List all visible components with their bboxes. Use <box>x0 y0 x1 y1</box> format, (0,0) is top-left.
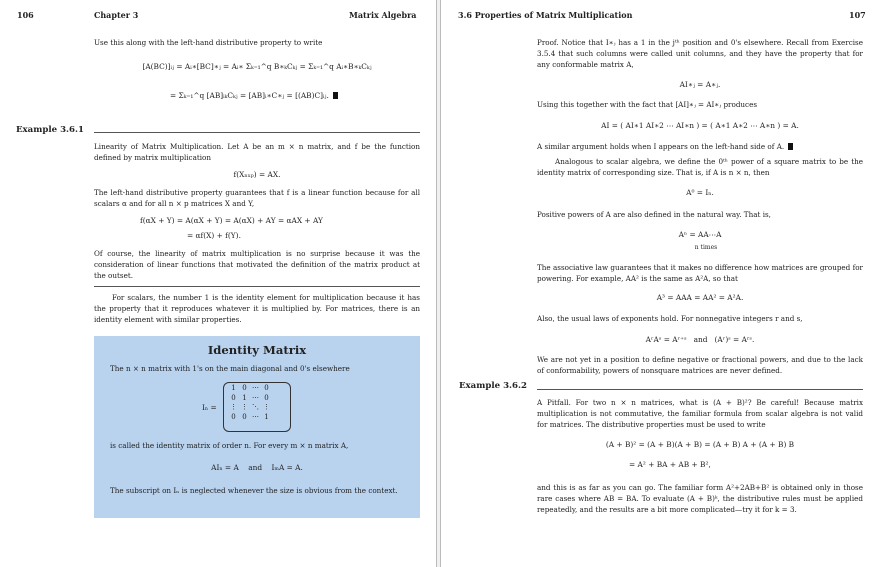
matrix-cell: 0 <box>242 384 247 392</box>
matrix-cell: 1 <box>231 384 236 392</box>
matrix-row <box>228 394 272 404</box>
box-line2: is called the identity matrix of order n. For every m × n matrix A, <box>110 441 349 450</box>
similar-text-content: A similar argument holds when I appears on the left-hand side of A. <box>537 142 785 151</box>
course-text: Of course, the linearity of matrix multiplication is no surprise because it was the consideration of linear functions that motivated the definition of the matrix product at the outset. <box>94 249 420 281</box>
equation-zero-power: A⁰ = Iₙ. <box>686 188 714 197</box>
identity-matrix-box <box>94 336 420 518</box>
box-line3: The subscript on Iₙ is neglected whenever the size is obvious from the context. <box>110 486 398 495</box>
left-page <box>0 0 436 567</box>
equation-square: (A + B)² = (A + B)(A + B) = (A + B) A + (A + B) B <box>605 440 795 449</box>
matrix-cell: ⋮ <box>263 403 270 411</box>
right-page-number: 107 <box>849 10 866 20</box>
left-page-number: 106 <box>17 10 34 20</box>
intro-text: Use this along with the left-hand distributive property to write <box>94 38 323 47</box>
pitfall-text: A Pitfall. For two n × n matrices, what is (A + B)²? Be careful! Because matrix multiplication is not commutative, the familiar formula from scalar algebra is not valid for matrices. The distributive properties must be used to write <box>537 398 863 430</box>
similar-text <box>537 141 863 152</box>
scalar-text: For scalars, the number 1 is the identity element for multiplication because it has the property that it reproduces whatever it is multiplied by. For matrices, there is an identity element with similar properties. <box>94 293 420 325</box>
matrix-cell: ⋯ <box>252 393 259 402</box>
equation-associative-2-text: = Σₖ₌₁^q [AB]ᵢₖCₖⱼ = [AB]ᵢ∗C∗ⱼ = [(AB)C]ᵢⱼ. <box>170 91 329 100</box>
associative-text: The associative law guarantees that it makes no difference how matrices are grouped for powering. For example, AA² is the same as A²A, so that <box>537 263 863 284</box>
matrix-cell: ⋮ <box>230 403 237 411</box>
equation-power-underbrace: n times <box>694 244 718 251</box>
exponent-laws-text: Also, the usual laws of exponents hold. For nonnegative integers r and s, <box>537 314 803 323</box>
matrix-cell: 0 <box>231 412 236 421</box>
equation-associative-2 <box>170 91 400 100</box>
matrix-row <box>228 413 272 423</box>
using-text: Using this together with the fact that [AI]∗ⱼ = AI∗ⱼ produces <box>537 100 758 109</box>
linearity-text: The left-hand distributive property guarantees that f is a linear function because for all scalars α and for all n × p matrices X and Y, <box>94 188 420 209</box>
identity-matrix <box>228 384 272 422</box>
matrix-row <box>228 384 272 394</box>
example-label: Example 3.6.1 <box>16 125 84 135</box>
matrix-cell: 0 <box>231 393 236 402</box>
equation-cube: A³ = AAA = AA² = A²A. <box>656 293 744 302</box>
matrix-cell: ⋱ <box>252 403 259 411</box>
divider <box>537 389 863 390</box>
negative-powers-text: We are not yet in a position to define negative or fractional powers, and due to the lack of conformability, powers of nonsquare matrices are never defined. <box>537 355 863 376</box>
matrix-cell: ⋯ <box>252 412 259 421</box>
matrix-cell: 0 <box>264 393 269 402</box>
matrix-cell: 1 <box>264 412 269 421</box>
equation-identity: AI = ( AI∗1 AI∗2 ⋯ AI∗n ) = ( A∗1 A∗2 ⋯ A∗n ) = A. <box>601 121 799 130</box>
equation-unit-column: AI∗ⱼ = A∗ⱼ. <box>679 80 721 89</box>
equation-linear-2: f(αX + Y) = A(αX + Y) = A(αX) + AY = αAX + AY <box>140 216 323 225</box>
matrix-cell: 0 <box>242 412 247 421</box>
example-label-2: Example 3.6.2 <box>459 381 527 391</box>
equation-square-2: = A² + BA + AB + B², <box>629 460 711 469</box>
example-text: Linearity of Matrix Multiplication. Let A be an m × n matrix, and f be the function defined by matrix multiplication <box>94 142 420 163</box>
divider <box>94 132 420 133</box>
equation-power: Aⁿ = AA⋯A <box>678 230 722 239</box>
identity-lhs: Iₙ = <box>202 403 217 412</box>
equation-associative-1: [A(BC)]ᵢⱼ = Aᵢ∗[BC]∗ⱼ = Aᵢ∗ Σₖ₌₁^q B∗ₖCₖⱼ = Σₖ₌₁^q Aᵢ∗B∗ₖCₖⱼ <box>142 62 372 71</box>
equation-linear-3: = αf(X) + f(Y). <box>187 231 241 240</box>
matrix-cell: ⋯ <box>252 384 259 392</box>
matrix-row <box>228 403 272 413</box>
proof-text: Proof. Notice that I∗ⱼ has a 1 in the jᵗʰ position and 0's elsewhere. Recall from Exercise 3.5.4 that such columns were called unit columns, and they have the property that for any conformable matrix A, <box>537 38 863 70</box>
qed-icon <box>788 143 793 150</box>
right-page <box>441 0 874 567</box>
chapter-label: Chapter 3 <box>94 10 139 20</box>
final-text: and this is as far as you can go. The familiar form A²+2AB+B² is obtained only in those rare cases where AB = BA. To evaluate (A + B)ᵏ, the distributive rules must be applied repeatedly, and the results are a bit more complicated—try it for k = 3. <box>537 483 863 515</box>
matrix-cell: 0 <box>264 384 269 392</box>
box-line1: The n × n matrix with 1's on the main diagonal and 0's elsewhere <box>110 364 350 373</box>
analog-text: Analogous to scalar algebra, we define the 0ᵗʰ power of a square matrix to be the identity matrix of corresponding size. That is, if A is n × n, then <box>537 157 863 178</box>
equation-linear: f(Xₙₓₚ) = AX. <box>233 170 281 179</box>
section-header: 3.6 Properties of Matrix Multiplication <box>458 10 633 20</box>
chapter-title: Matrix Algebra <box>349 10 417 20</box>
positive-powers-text: Positive powers of A are also defined in the natural way. That is, <box>537 210 771 219</box>
matrix-cell: 1 <box>242 393 247 402</box>
divider <box>94 286 420 287</box>
matrix-cell: ⋮ <box>241 403 248 411</box>
equation-exponents: AʳAˢ = Aʳ⁺ˢ and (Aʳ)ˢ = Aʳˢ. <box>645 335 755 344</box>
qed-icon <box>333 92 338 99</box>
box-title: Identity Matrix <box>207 343 307 357</box>
box-equation: AIₙ = A and IₘA = A. <box>211 463 303 472</box>
